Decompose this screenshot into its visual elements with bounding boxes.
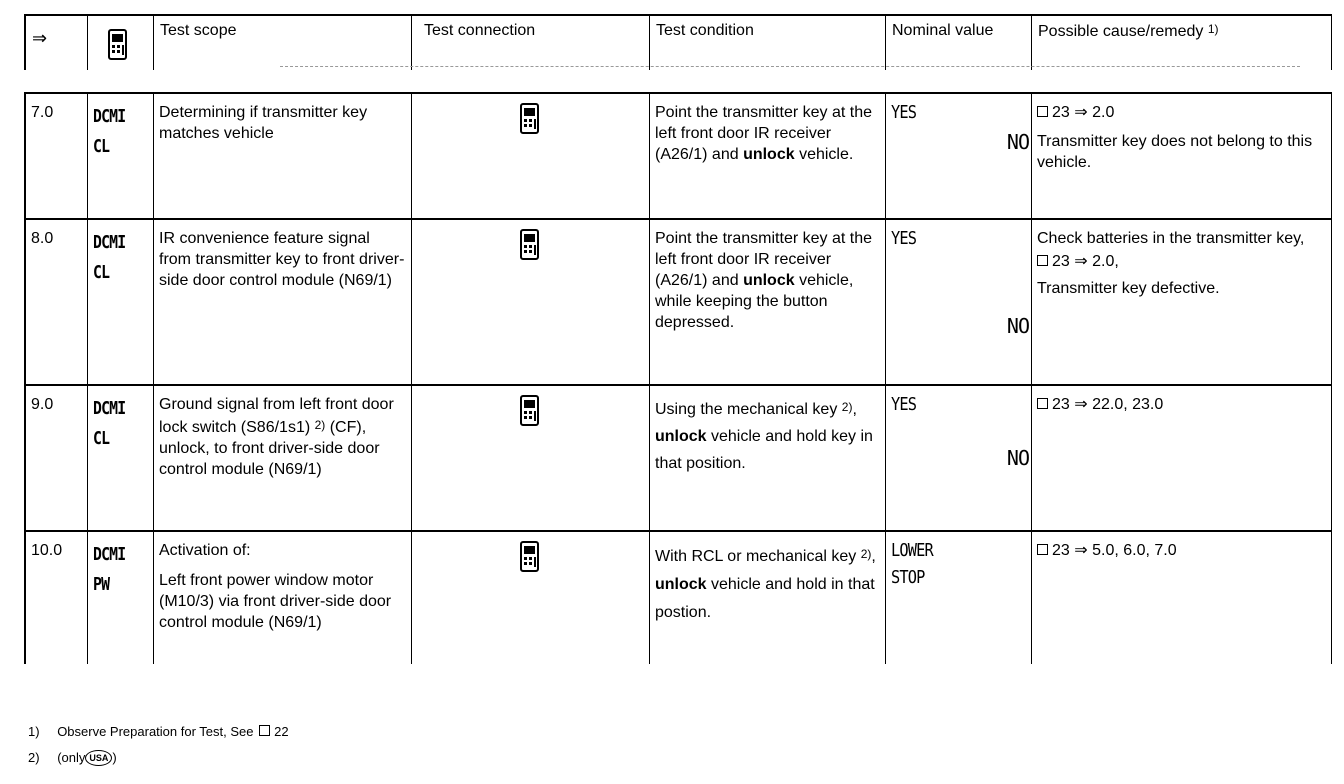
nominal-lower: LOWER [891,540,933,561]
ref-box-icon [1037,398,1048,409]
table-header [24,14,1332,70]
tester-icon [518,102,542,136]
code-function: CL [93,136,110,157]
code-dcmi: DCMI [93,544,126,565]
nominal-no: NO [1006,446,1029,470]
tester-icon [518,228,542,262]
nominal-stop: STOP [891,567,925,588]
nominal-value-header: Nominal value [886,16,1032,70]
test-table [24,92,1332,664]
tester-icon [518,540,542,574]
ref-box-icon [1037,544,1048,555]
code-dcmi: DCMI [93,106,126,127]
table-row [26,532,1332,664]
step-number: 9.0 [26,386,88,530]
footnote-2: 2) (only USA ) [28,750,117,765]
test-condition: Point the transmitter key at the left front door IR receiver (A26/1) and unlock vehicle. [650,94,886,218]
test-condition-header: Test condition [650,16,886,70]
nominal-no: NO [1006,314,1029,338]
remedy: Check batteries in the transmitter key, 23 ⇒ 2.0, Transmitter key defective. [1032,220,1332,384]
table-row [26,94,1332,220]
test-scope-header: Test scope [154,16,412,70]
step-number: 7.0 [26,94,88,218]
test-scope: IR convenience feature signal from transmitter key to front driver-side door control module (N69/1) [154,220,412,384]
code-function: CL [93,262,110,283]
ref-box-icon [259,725,270,736]
nominal-value [886,532,1032,664]
test-scope: Activation of: Left front power window motor (M10/3) via front driver-side door control module (N69/1) [154,532,412,664]
nominal-yes: YES [891,102,917,123]
step-number: 8.0 [26,220,88,384]
tester-icon [88,16,154,70]
code-dcmi: DCMI [93,398,126,419]
nominal-value [886,220,1032,384]
footnote-1: 1) Observe Preparation for Test, See 22 [28,724,289,739]
test-scope: Determining if transmitter key matches vehicle [154,94,412,218]
test-connection-header: Test connection [412,16,650,70]
possible-cause-header [1032,16,1332,70]
remedy: 23 ⇒ 22.0, 23.0 [1032,386,1332,530]
code-function: PW [93,574,110,595]
nominal-value [886,386,1032,530]
nominal-no: NO [1006,130,1029,154]
nominal-value [886,94,1032,218]
tester-icon [518,394,542,428]
test-condition: Using the mechanical key $^{2)}$, unlock vehicle and hold key in that position. [650,386,886,530]
remedy: 23 ⇒ 2.0 Transmitter key does not belong to this vehicle. [1032,94,1332,218]
code-cell [88,386,154,530]
code-cell [88,532,154,664]
remedy: 23 ⇒ 5.0, 6.0, 7.0 [1032,532,1332,664]
usa-badge-icon: USA [85,750,112,766]
code-cell [88,94,154,218]
ref-box-icon [1037,106,1048,117]
nominal-yes: YES [891,228,917,249]
divider [280,66,1300,67]
connection-cell [412,94,650,218]
table-row [26,220,1332,386]
step-number: 10.0 [26,532,88,664]
arrow-header: ⇒ [26,16,88,70]
nominal-yes: YES [891,394,917,415]
test-condition: Point the transmitter key at the left front door IR receiver (A26/1) and unlock vehicle, while keeping the button depressed. [650,220,886,384]
code-cell [88,220,154,384]
footnote-ref: 1) [1207,22,1219,36]
possible-cause-label: Possible cause/remedy [1038,23,1204,40]
ref-box-icon [1037,255,1048,266]
test-scope: Ground signal from left front door lock switch (S86/1s1) $^{2)}$ (CF), unlock, to front driver-side door control module (N69/1) [154,386,412,530]
connection-cell [412,386,650,530]
table-row [26,386,1332,532]
connection-cell [412,532,650,664]
code-dcmi: DCMI [93,232,126,253]
code-function: CL [93,428,110,449]
connection-cell [412,220,650,384]
test-condition: With RCL or mechanical key $^{2)}$, unlock vehicle and hold in that postion. [650,532,886,664]
